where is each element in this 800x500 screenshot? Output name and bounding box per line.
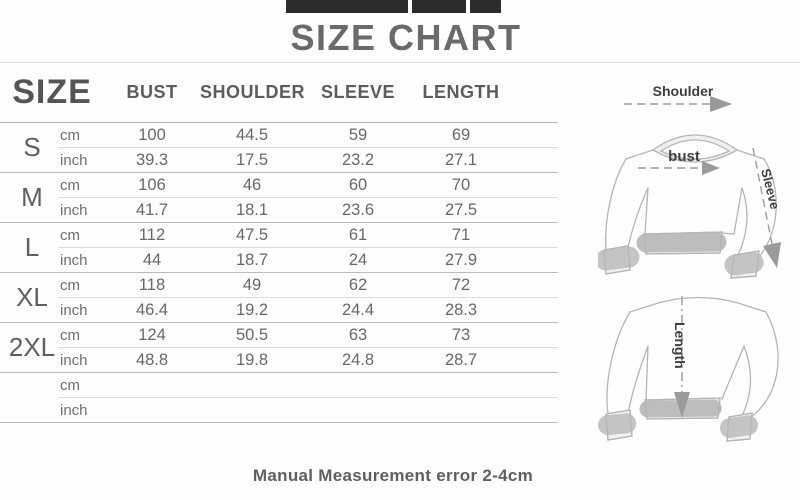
unit-label: inch	[58, 198, 104, 223]
cell-sleeve-cm	[304, 373, 412, 398]
header-sleeve: SLEEVE	[304, 63, 412, 123]
cell-sleeve-inch: 24	[304, 248, 412, 273]
shoulder-measure-label: Shoulder	[652, 83, 714, 99]
unit-label: cm	[58, 123, 104, 148]
cell-sleeve-cm: 60	[304, 173, 412, 198]
cell-shoulder-inch: 17.5	[200, 148, 304, 173]
row-m-cm	[0, 173, 558, 198]
unit-label: cm	[58, 223, 104, 248]
cell-bust-inch: 46.4	[104, 298, 200, 323]
header-length: LENGTH	[412, 63, 558, 123]
cell-shoulder-cm: 49	[200, 273, 304, 298]
cell-bust-cm	[104, 373, 200, 398]
page-title: SIZE CHART	[290, 17, 522, 58]
size-chart-table	[0, 63, 558, 423]
cell-bust-cm: 118	[104, 273, 200, 298]
cell-shoulder-inch	[200, 398, 304, 423]
cell-sleeve-cm: 63	[304, 323, 412, 348]
header-shoulder: SHOULDER	[200, 63, 304, 123]
cell-bust-inch: 41.7	[104, 198, 200, 223]
header-row	[0, 63, 558, 123]
unit-label: inch	[58, 248, 104, 273]
cell-length-cm: 71	[412, 223, 558, 248]
cell-length-inch: 28.3	[412, 298, 558, 323]
cell-length-inch: 27.9	[412, 248, 558, 273]
cell-shoulder-inch: 18.1	[200, 198, 304, 223]
unit-label: inch	[58, 148, 104, 173]
cell-shoulder-cm: 46	[200, 173, 304, 198]
row-l-cm	[0, 223, 558, 248]
header-bust: BUST	[104, 63, 200, 123]
cell-bust-cm: 106	[104, 173, 200, 198]
cell-length-cm: 70	[412, 173, 558, 198]
cell-sleeve-inch: 24.8	[304, 348, 412, 373]
unit-label: cm	[58, 273, 104, 298]
cell-bust-inch: 44	[104, 248, 200, 273]
row-empty-inch	[0, 398, 558, 423]
bust-measure-label: bust	[668, 148, 700, 165]
banner-segment	[286, 0, 408, 13]
size-label: M	[0, 173, 58, 223]
row-empty-cm	[0, 373, 558, 398]
cell-sleeve-cm: 61	[304, 223, 412, 248]
cell-length-cm: 72	[412, 273, 558, 298]
cell-bust-cm: 124	[104, 323, 200, 348]
sleeve-arrowhead	[763, 242, 781, 268]
unit-label: cm	[58, 373, 104, 398]
row-s-inch	[0, 148, 558, 173]
size-label	[0, 373, 58, 423]
size-label: L	[0, 223, 58, 273]
footer-note: Manual Measurement error 2-4cm	[252, 466, 534, 485]
row-xl-cm	[0, 273, 558, 298]
sweater-back-sketch	[606, 298, 778, 442]
cell-sleeve-inch: 23.2	[304, 148, 412, 173]
row-xl-inch	[0, 298, 558, 323]
bust-arrowhead	[702, 161, 720, 175]
cell-shoulder-inch: 18.7	[200, 248, 304, 273]
cell-length-inch: 27.1	[412, 148, 558, 173]
cell-length-cm: 73	[412, 323, 558, 348]
unit-label: inch	[58, 348, 104, 373]
unit-label: inch	[58, 398, 104, 423]
row-2xl-cm	[0, 323, 558, 348]
banner-segment	[412, 0, 466, 13]
sleeve-measure-label: Sleeve	[758, 167, 783, 211]
cell-shoulder-cm: 44.5	[200, 123, 304, 148]
row-l-inch	[0, 248, 558, 273]
cell-bust-inch: 39.3	[104, 148, 200, 173]
cell-sleeve-inch: 24.4	[304, 298, 412, 323]
cell-shoulder-inch: 19.8	[200, 348, 304, 373]
length-measure-label: Length	[672, 322, 688, 369]
size-label: XL	[0, 273, 58, 323]
cell-sleeve-cm: 62	[304, 273, 412, 298]
banner-segment	[470, 0, 501, 13]
cell-shoulder-cm	[200, 373, 304, 398]
header-size: SIZE	[0, 63, 104, 123]
cell-length-inch	[412, 398, 558, 423]
cell-sleeve-cm: 59	[304, 123, 412, 148]
cell-length-cm: 69	[412, 123, 558, 148]
measurement-diagram	[598, 62, 800, 454]
cell-bust-inch	[104, 398, 200, 423]
cell-bust-inch: 48.8	[104, 348, 200, 373]
cell-length-inch: 28.7	[412, 348, 558, 373]
cell-bust-cm: 112	[104, 223, 200, 248]
size-label: S	[0, 123, 58, 173]
cell-shoulder-cm: 50.5	[200, 323, 304, 348]
cell-sleeve-inch	[304, 398, 412, 423]
cell-shoulder-inch: 19.2	[200, 298, 304, 323]
row-2xl-inch	[0, 348, 558, 373]
cell-bust-cm: 100	[104, 123, 200, 148]
cell-length-cm	[412, 373, 558, 398]
cell-length-inch: 27.5	[412, 198, 558, 223]
cell-shoulder-cm: 47.5	[200, 223, 304, 248]
unit-label: cm	[58, 173, 104, 198]
unit-label: inch	[58, 298, 104, 323]
cell-sleeve-inch: 23.6	[304, 198, 412, 223]
row-s-cm	[0, 123, 558, 148]
row-m-inch	[0, 198, 558, 223]
unit-label: cm	[58, 323, 104, 348]
size-label: 2XL	[0, 323, 58, 373]
